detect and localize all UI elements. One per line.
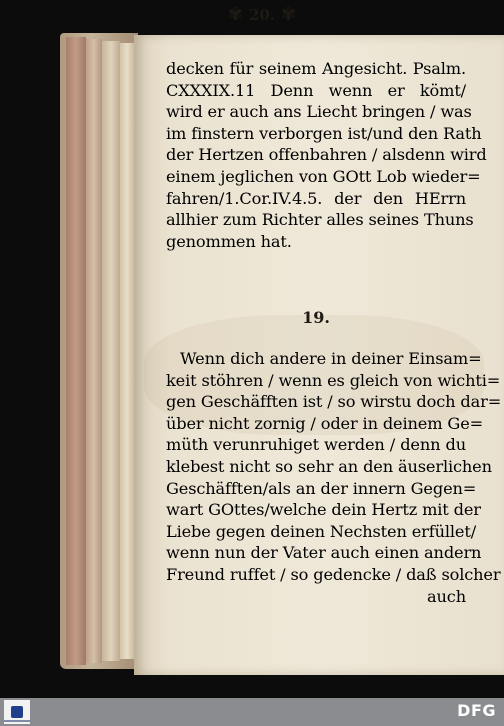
catchword: auch — [427, 586, 466, 606]
text-line: decken für seinem Angesicht. Psalm. — [166, 59, 466, 78]
text-line: genommen hat. — [166, 231, 292, 251]
text-line: Liebe gegen deinen Nechsten erfüllet/ — [166, 521, 477, 541]
text-line: klebest nicht so sehr an den äuserlichen — [166, 456, 492, 476]
viewer-footer-bar — [0, 698, 504, 726]
text-line: wird er auch ans Liecht bringen / was — [166, 102, 472, 122]
text-line: Geschäfften/als an der innern Gegen= — [166, 478, 477, 498]
text-line: über nicht zornig / oder in deinem Ge= — [166, 413, 484, 433]
text-line: müth verunruhiget werden / denn du — [166, 435, 466, 455]
page-header — [162, 0, 362, 30]
text-line: CXXXIX.11 Denn wenn er kömt/ — [166, 80, 466, 100]
page-edge — [120, 43, 134, 659]
library-logo-icon[interactable] — [4, 700, 30, 724]
text-line: Freund ruffet / so gedencke / daß solcher — [166, 564, 501, 584]
text-line: keit stöhren / wenn es gleich von wichti= — [166, 370, 501, 390]
page-edge — [66, 37, 86, 665]
text-line: allhier zum Richter alles seines Thuns — [166, 210, 474, 230]
text-line: fahren/1.Cor.IV.4.5. der den HErrn — [166, 188, 466, 208]
dfg-logo[interactable]: DFG — [457, 701, 496, 720]
text-line: einem jeglichen von GOtt Lob wieder= — [166, 166, 481, 186]
text-line: wenn nun der Vater auch einen andern — [166, 543, 482, 563]
text-line: der Hertzen offenbahren / alsdenn wird — [166, 145, 487, 165]
flower-ornament-icon: ✾ — [281, 4, 297, 25]
page-edge — [102, 41, 120, 661]
paragraph-continued — [166, 58, 487, 252]
flower-ornament-icon: ✾ — [227, 4, 243, 25]
paragraph — [166, 348, 502, 607]
text-line: im finstern verborgen ist/und den Rath — [166, 123, 482, 143]
page-edge — [86, 39, 102, 663]
text-line: gen Geschäfften ist / so wirstu doch dar= — [166, 392, 502, 412]
page-number: 20. — [248, 6, 276, 24]
text-line: wart GOttes/welche dein Hertz mit der — [166, 500, 481, 520]
text-line: Wenn dich andere in deiner Einsam= — [180, 349, 482, 368]
section-number: 19. — [302, 308, 330, 327]
